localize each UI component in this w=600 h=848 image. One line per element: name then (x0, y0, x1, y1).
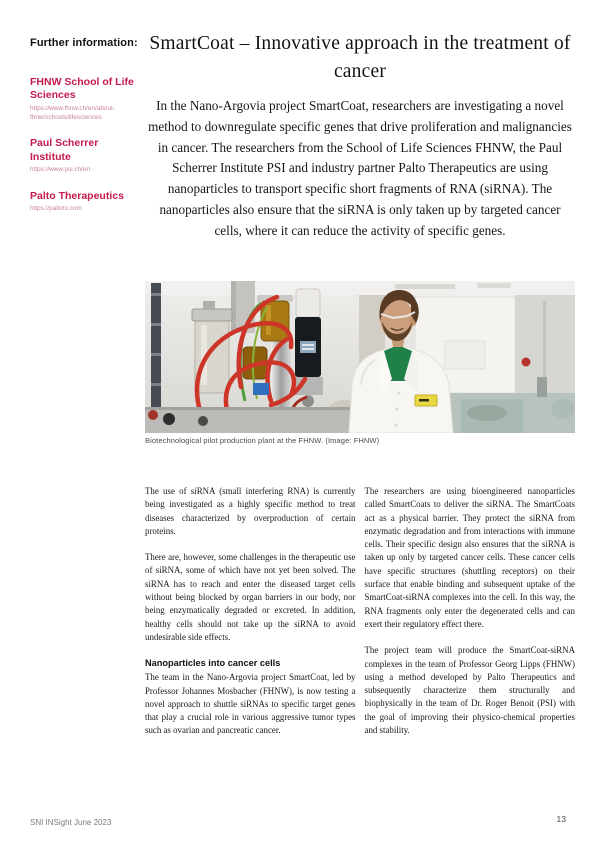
psi-url[interactable]: https://www.psi.ch/en (30, 165, 91, 173)
fhnw-url[interactable]: https://www.fhnw.ch/en/about-fhnw/schools/lifesciences (30, 104, 115, 121)
paragraph: The project team will produce the SmartCoat-siRNA complexes in the team of Professor Georg Lipps (FHNW) using a method developed by Palto Therapeutics and subsequently characterize them structurally and biophysically in the team of Dr. Roger Benoit (PSI) with the goal of improving their physico-chemical properties and stability. (364, 645, 575, 736)
sidebar-heading: Further information: (30, 37, 138, 49)
paragraph: The team in the Nano-Argovia project SmartCoat, led by Professor Johannes Mosbacher (FHNW), is now testing a novel approach to shuttle siRNAs to specific target genes that play a crucial role in various aggressive tumor types such as ovarian and pancreatic cancer. (145, 672, 356, 736)
sidebar-link-fhnw (30, 76, 138, 122)
article (145, 0, 575, 848)
sidebar-link-psi (30, 137, 138, 174)
paragraph: The use of siRNA (small interfering RNA) is currently being investigated as a highly specific method to treat diseases characterized by overproduction of certain proteins. (145, 486, 356, 536)
psi-link[interactable]: Paul Scherrer Institute (30, 137, 99, 163)
article-lead: In the Nano-Argovia project SmartCoat, researchers are investigating a novel method to downregulate specific genes that drive proliferation and malignancies in cancer. The researchers from the School of Life Sciences FHNW, the Paul Scherrer Institute PSI and industry partner Palto Therapeutics are using nanoparticles to transport specific short fragments of RNA (siRNA). The nanoparticles also ensure that the siRNA is only taken up by targeted cancer cells, where it can reduce the activity of specific genes. (148, 98, 572, 238)
article-title: SmartCoat – Innovative approach in the treatment of cancer (149, 33, 571, 82)
paragraph: The researchers are using bioengineered nanoparticles called SmartCoats to deliver the siRNA. The SmartCoats act as a physical barrier. They protect the siRNA from enzymatic degradation and from interactions with immune cells. Their specific design also ensures that the siRNA is taken up only by targeted cancer cells. These cancer cells have specific structures (shuttling receptors) on their surface that enable binding and subsequent uptake of the SmartCoat-siRNA complexes into the cell. In this way, the RNA fragments only enter the degenerated cells and can exert their regulatory effect there. (364, 486, 575, 629)
left-column (145, 485, 356, 738)
body-columns (145, 485, 575, 738)
article-photo (145, 281, 575, 433)
palto-url[interactable]: https://paltotx.com (30, 204, 82, 212)
article-figure (145, 281, 575, 445)
paragraph: There are, however, some challenges in the therapeutic use of siRNA, some of which have not yet been solved. The siRNA has to reach and enter the diseased target cells without being blocked by organ barriers in our body, nor being enzymatically degraded or excreted. In addition, healthy cells should not take up the siRNA to avoid undesirable side effects. (145, 552, 356, 642)
palto-link[interactable]: Palto Therapeutics (30, 189, 124, 202)
further-information-panel (30, 36, 138, 214)
fhnw-link[interactable]: FHNW School of Life Sciences (30, 76, 134, 102)
page-number: 13 (556, 814, 566, 824)
photo-caption: Biotechnological pilot production plant at the FHNW. (Image: FHNW) (145, 436, 380, 445)
lab-photo-illustration (145, 281, 575, 433)
right-column (365, 485, 576, 738)
sidebar-link-palto (30, 190, 138, 214)
footer-issue: SNI INSight June 2023 (30, 818, 112, 827)
section-heading: Nanoparticles into cancer cells (145, 658, 281, 669)
